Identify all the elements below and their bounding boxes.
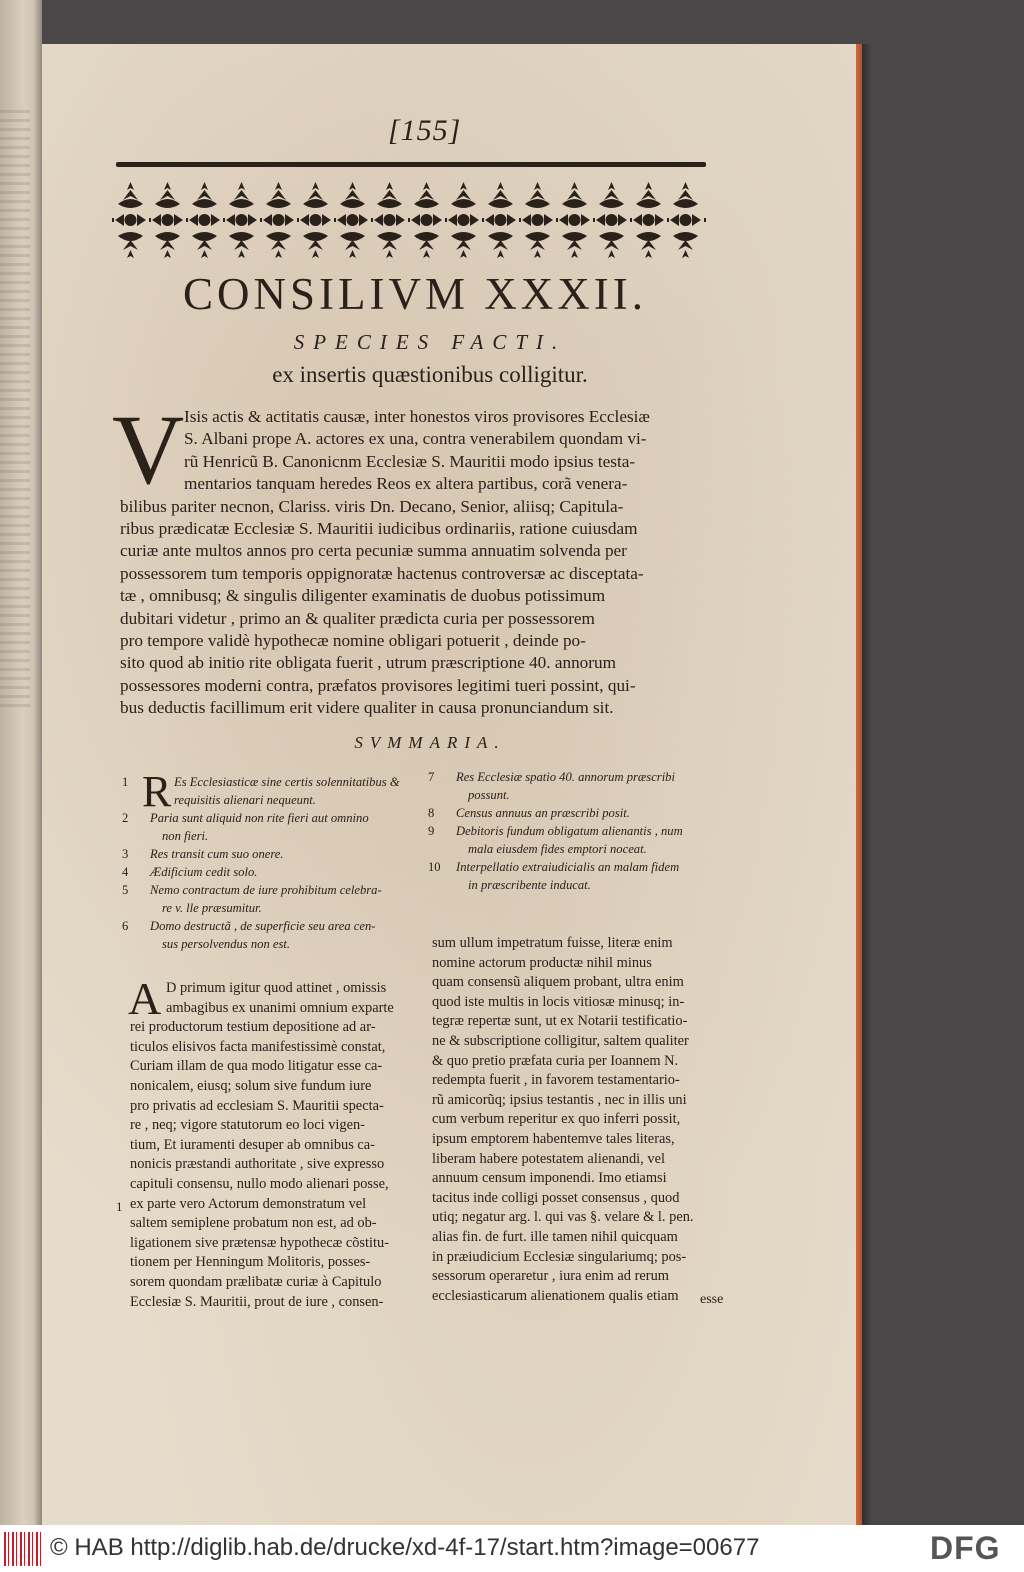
text-line: sorem quondam prælibatæ curiæ à Capitulo <box>130 1273 382 1290</box>
facing-page-bleed <box>0 110 30 710</box>
summary-number: 3 <box>122 847 129 861</box>
hab-barcode-icon <box>4 1532 44 1566</box>
text-line: rei productorum testium depositione ad ar- <box>130 1019 376 1036</box>
text-line: tionem per Henningum Molitoris, posses- <box>130 1254 371 1271</box>
text-line: ticulos elisivos facta manifestissimè constat, <box>130 1038 386 1055</box>
text-line: D primum igitur quod attinet , omissis <box>166 980 387 996</box>
summary-text: Interpellatio extraiudicialis an malam fidem <box>456 860 680 874</box>
summary-text: Es Ecclesiasticæ sine certis solennitatibus & <box>174 775 400 789</box>
intro-line: ribus prædicatæ Ecclesiæ S. Mauritii iudicibus ordinariis, ratione cuiusdam <box>120 519 638 539</box>
text-line: sessorum operaretur , iura enim ad rerum <box>432 1268 669 1285</box>
summary-item <box>428 822 728 858</box>
text-line: Ecclesiæ S. Mauritii, prout de iure , consen- <box>130 1293 384 1310</box>
intro-line: possessores moderni contra, præfatos provisores legitimi tueri possint, qui- <box>120 675 636 695</box>
text-line: pro privatis ad ecclesiam S. Mauritii specta- <box>130 1097 384 1114</box>
text-line: cum verbum reperitur ex quo inferri possit, <box>432 1111 681 1128</box>
text-line: tacitus inde colligi posset consensus , quod <box>432 1189 680 1206</box>
text-line: capituli consensu, nullo modo alienari posse, <box>130 1175 389 1192</box>
text-line: liberam habere potestatem alienandi, vel <box>432 1150 665 1167</box>
text-line: & quo pretio præfata curia per Ioannem N. <box>432 1052 679 1069</box>
text-line: tegræ repertæ sunt, ut ex Notarii testificatio- <box>432 1013 688 1030</box>
text-line: in præiudicium Ecclesiæ singulariumq; pos- <box>432 1248 687 1265</box>
text-line: tium, Et iuramenti desuper ab omnibus ca- <box>130 1136 375 1153</box>
page-number: [155] <box>388 114 462 147</box>
summary-number: 7 <box>428 770 435 784</box>
summary-item <box>428 858 728 894</box>
drop-cap-v: V <box>112 394 185 505</box>
summary-number: 8 <box>428 806 435 820</box>
ornamental-headpiece <box>112 180 707 260</box>
summary-item <box>122 845 422 863</box>
summary-text: Census annuus an præscribi posit. <box>456 806 630 820</box>
catchword: esse <box>700 1292 724 1307</box>
intro-line: curiæ ante multos annos pro certa pecuniæ summa annuatim solvenda per <box>120 541 627 561</box>
left-text-column <box>130 979 424 1312</box>
summary-text: sus persolvendus non est. <box>162 937 291 951</box>
dfg-logo: DFG <box>930 1530 1001 1566</box>
summary-item <box>122 863 422 881</box>
text-line: nomine actorum productæ nihil minus <box>432 954 652 971</box>
page-shadow <box>862 44 872 1525</box>
intro-line: S. Albani prope A. actores ex una, contra venerabilem quondam vi- <box>184 429 647 449</box>
text-line: redempta fuerit , in favorem testamentario- <box>432 1072 680 1089</box>
summary-number: 10 <box>428 860 441 874</box>
summary-text: Nemo contractum de iure prohibitum celebra- <box>150 883 382 897</box>
summary-number: 1 <box>122 775 129 789</box>
text-line: ambagibus ex unanimi omnium exparte <box>166 999 394 1016</box>
summary-item <box>428 804 728 822</box>
section-subtitle: SPECIES FACTI. <box>293 330 567 354</box>
chapter-title: CONSILIVM XXXII. <box>183 269 647 319</box>
text-line: alias fin. de furt. ille tamen nihil quicquam <box>432 1228 678 1245</box>
text-line: nonicis præstandi authoritate , sive expresso <box>130 1156 385 1173</box>
summary-text: re v. lle præsumitur. <box>162 901 262 915</box>
text-line: re , neq; vigore statutorum eo loci vigen- <box>130 1117 365 1134</box>
intro-paragraph <box>120 406 714 720</box>
summary-text: mala eiusdem fides emptori noceat. <box>468 842 647 856</box>
intro-line: rũ Henricũ B. Canonicnm Ecclesiæ S. Mauritii modo ipsius testa- <box>184 451 636 471</box>
text-line: sum ullum impetratum fuisse, literæ enim <box>432 935 673 951</box>
copyright-link[interactable]: © HAB http://diglib.hab.de/drucke/xd-4f-17/start.htm?image=00677 <box>50 1534 760 1561</box>
summary-number: 9 <box>428 824 435 838</box>
summary-text: Paria sunt aliquid non rite fieri aut omnino <box>150 811 369 825</box>
intro-line: bilibus pariter necnon, Clariss. viris Dn. Decano, Senior, aliisq; Capitula- <box>120 496 624 516</box>
text-line: quod iste multis in locis vitiosæ minusq; in- <box>432 993 685 1010</box>
header-rule <box>116 162 706 167</box>
summary-text: Debitoris fundum obligatum alienantis , num <box>456 824 683 838</box>
margin-number: 1 <box>116 1199 123 1214</box>
text-line: saltem semiplene probatum non est, ad ob- <box>130 1215 377 1232</box>
text-line: ne & subscriptione colligitur, saltem qualiter <box>432 1032 689 1049</box>
summary-text: Res Ecclesiæ spatio 40. annorum præscribi <box>456 770 675 784</box>
summary-text: possunt. <box>468 788 510 802</box>
summary-item <box>122 917 422 953</box>
summary-text: Domo destructã , de superficie seu area cen- <box>150 919 376 933</box>
intro-line: bus deductis facillimum erit videre qualiter in causa pronunciandum sit. <box>120 698 614 718</box>
summary-text: requisitis alienari nequeunt. <box>174 793 316 807</box>
text-line: rũ amicorũq; ipsius testantis , nec in illis uni <box>432 1091 687 1108</box>
intro-line: tæ , omnibusq; & singulis diligenter examinatis de duobus potissimum <box>120 586 606 606</box>
right-text-column <box>432 934 728 1306</box>
summary-text: non fieri. <box>162 829 209 843</box>
intro-line: pro tempore validè hypothecæ nomine obligari potuerit , deinde po- <box>120 631 586 651</box>
text-line: Curiam illam de qua modo litigatur esse ca- <box>130 1058 383 1075</box>
intro-line: Isis actis & actitatis causæ, inter honestos viros provisores Ecclesiæ <box>184 407 650 426</box>
text-line: ipsum emptorem habentemve tales literas, <box>432 1130 675 1147</box>
intro-line: sito quod ab initio rite obligata fuerit , utrum præscriptione 40. annorum <box>120 653 616 673</box>
summaria-initial-r: R <box>142 767 172 816</box>
intro-line: dubitari videtur , primo an & qualiter prædicta curia per possessorem <box>120 608 595 628</box>
text-line: ecclesiasticarum alienationem qualis etiam <box>432 1287 679 1304</box>
summary-number: 5 <box>122 883 129 897</box>
text-line: ligationem sive prætensæ hypothecæ cõstitu- <box>130 1234 389 1251</box>
intro-line: mentarios tanquam heredes Reos ex altera partibus, corã venera- <box>184 474 628 494</box>
summary-text: Ædificium cedit solo. <box>150 865 258 879</box>
summary-number: 2 <box>122 811 129 825</box>
intro-line: possessorem tum temporis oppignoratæ hactenus controversæ ac disceptata- <box>120 563 644 583</box>
summary-text: in præscribente inducat. <box>468 878 591 892</box>
section-subtitle-line-2: ex insertis quæstionibus colligitur. <box>272 362 588 387</box>
text-line: quam consensũ aliquem probant, ultra enim <box>432 974 684 991</box>
summaria-right-column <box>428 768 728 894</box>
text-line: annuum censum imponendi. Imo etiamsi <box>432 1170 667 1187</box>
summary-number: 6 <box>122 919 129 933</box>
summary-item <box>428 768 728 804</box>
summary-item <box>122 881 422 917</box>
summary-number: 4 <box>122 865 129 879</box>
drop-cap-a: A <box>128 973 162 1024</box>
text-line: utiq; negatur arg. l. qui vas §. velare & l. pen. <box>432 1209 694 1226</box>
summary-text: Res transit cum suo onere. <box>150 847 284 861</box>
text-line: nonicalem, eiusq; solum sive fundum iure <box>130 1077 372 1094</box>
summaria-heading: SVMMARIA. <box>354 733 506 752</box>
text-line: ex parte vero Actorum demonstratum vel <box>130 1195 367 1212</box>
